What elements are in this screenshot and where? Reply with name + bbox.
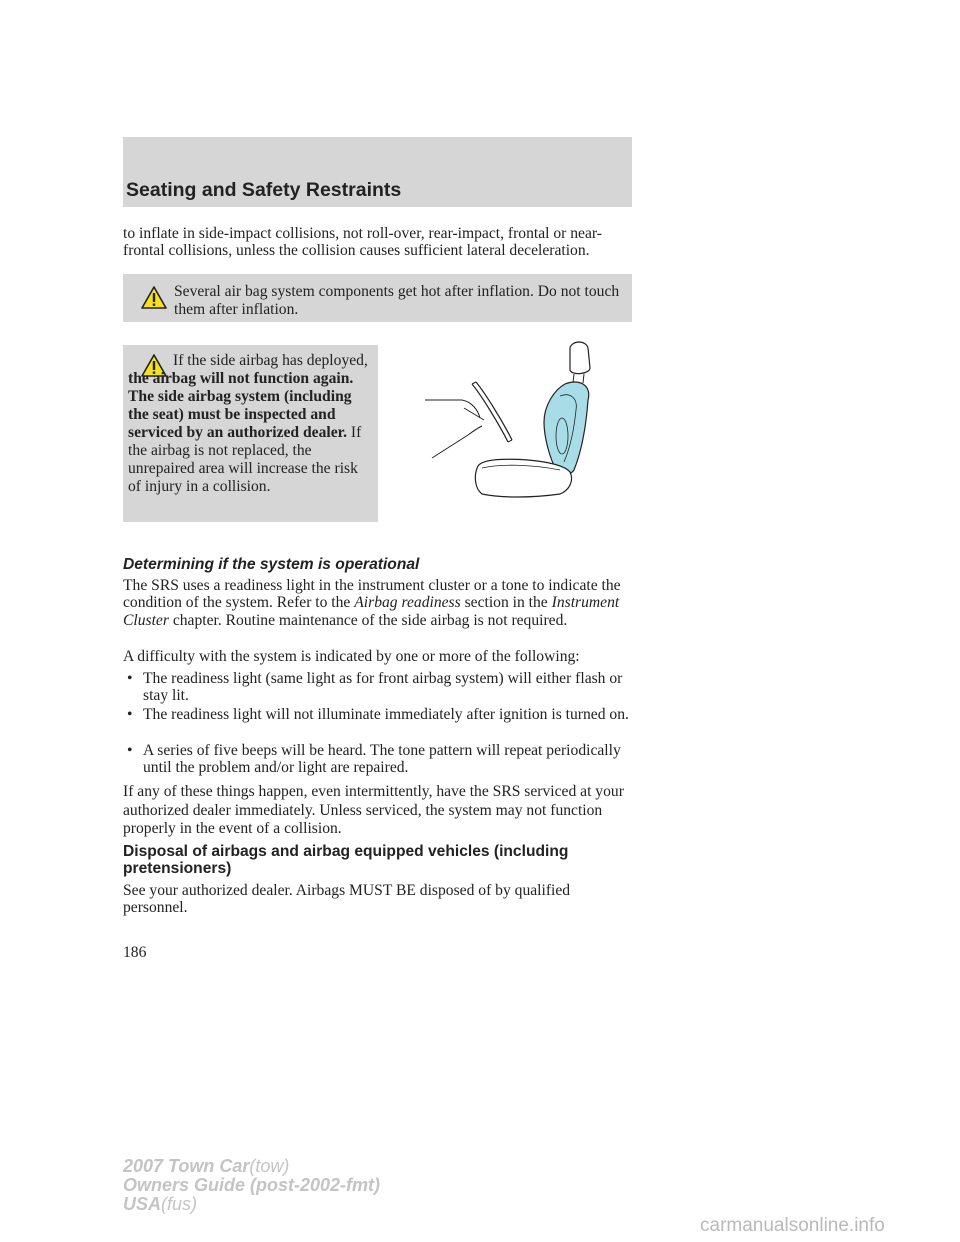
document-footer bbox=[123, 1157, 380, 1214]
warning-triangle-icon bbox=[141, 286, 167, 309]
footer-guide-line: Owners Guide (post-2002-fmt) bbox=[123, 1175, 381, 1195]
operational-paragraph: The SRS uses a readiness light in the instrument cluster or a tone to indicate the condition of the system. Refer to the Airbag readiness section in the Instrument Cluster chapter. Routine maintenance of the side airbag is not required. bbox=[123, 577, 621, 629]
warning-box-hot-components bbox=[123, 274, 632, 322]
footer-model-line: 2007 Town Car(tow) bbox=[123, 1156, 290, 1176]
side-airbag-seat-illustration bbox=[420, 338, 600, 503]
bullet-icon: • bbox=[127, 742, 133, 759]
header-band bbox=[123, 137, 632, 207]
lead-in-paragraph: A difficulty with the system is indicated by one or more of the following: bbox=[123, 648, 580, 665]
bullet-icon: • bbox=[127, 670, 133, 687]
disposal-paragraph: See your authorized dealer. Airbags MUST BE disposed of by qualified personnel. bbox=[123, 882, 571, 917]
bullet-icon: • bbox=[127, 706, 133, 723]
intro-paragraph: to inflate in side-impact collisions, not roll-over, rear-impact, frontal or near-frontal collisions, unless the collision causes sufficient lateral deceleration. bbox=[123, 225, 602, 260]
subheading-disposal: Disposal of airbags and airbag equipped vehicles (including pretensioners) bbox=[123, 843, 569, 878]
warning-text: Several air bag system components get hot after inflation. Do not touch them after inflation. bbox=[174, 283, 620, 318]
list-item: • The readiness light (same light as for front airbag system) will either flash or stay lit. bbox=[127, 670, 623, 705]
warning-text: If the side airbag has deployed, the airbag will not function again. The side airbag system (including the seat) must be inspected and serviced by an authorized dealer. If the airbag is not replaced, the unrepaired area will increase the risk of injury in a collision. bbox=[128, 352, 368, 495]
footer-region-line: USA(fus) bbox=[123, 1194, 198, 1214]
list-item: • A series of five beeps will be heard. The tone pattern will repeat periodically until the problem and/or light are repaired. bbox=[127, 742, 621, 777]
page-number: 186 bbox=[123, 944, 147, 961]
list-item: • The readiness light will not illuminate immediately after ignition is turned on. bbox=[127, 706, 629, 723]
subheading-operational: Determining if the system is operational bbox=[123, 556, 420, 573]
watermark: carmanualsonline.info bbox=[700, 1215, 885, 1236]
warning-box-side-airbag bbox=[123, 345, 378, 522]
section-title: Seating and Safety Restraints bbox=[126, 179, 402, 201]
closing-paragraph: If any of these things happen, even intermittently, have the SRS serviced at your authorized dealer immediately. Unless serviced, the system may not function properly in the event of a collision. bbox=[123, 783, 624, 837]
